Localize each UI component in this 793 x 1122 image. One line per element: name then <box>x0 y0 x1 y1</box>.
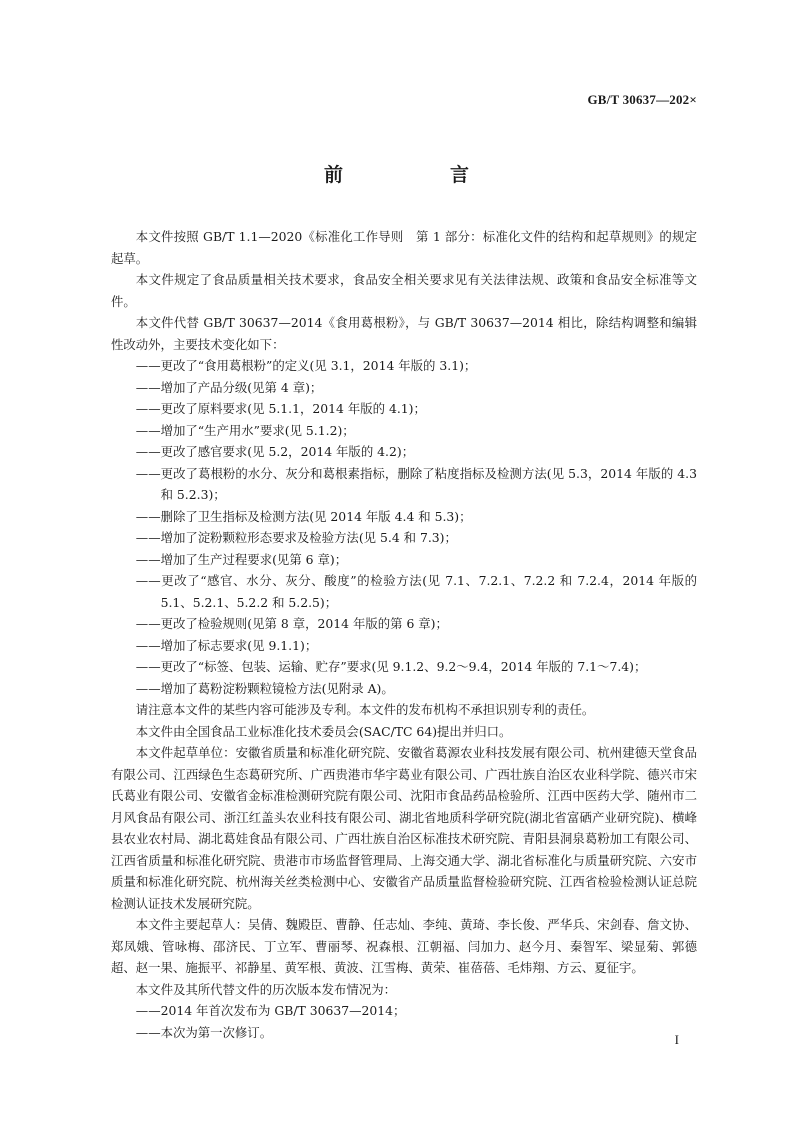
change-item: ——更改了原料要求(见 5.1.1，2014 年版的 4.1)； <box>135 401 426 416</box>
change-item: ——更改了“食用葛根粉”的定义(见 3.1，2014 年版的 3.1)； <box>135 358 477 373</box>
change-item: ——增加了葛粉淀粉颗粒镜检方法(见附录 A)。 <box>135 680 394 696</box>
foreword-body <box>111 226 697 1043</box>
change-item: ——增加了“生产用水”要求(见 5.1.2)； <box>135 422 355 438</box>
standard-code: GB/T 30637—202× <box>587 92 697 107</box>
history-item: ——2014 年首次发布为 GB/T 30637—2014； <box>135 1003 406 1018</box>
change-item: ——增加了生产过程要求(见第 6 章)； <box>135 551 348 567</box>
page-title: 前 言 <box>323 164 513 186</box>
change-item: ——增加了产品分级(见第 4 章)； <box>135 379 323 395</box>
change-item: ——更改了“感官、水分、灰分、酸度”的检验方法(见 7.1、7.2.1、7.2.2 和 7.2.4，2014 年版的 5.1、5.2.1、5.2.2 和 5.2.5)； <box>135 573 697 610</box>
change-item: ——更改了葛根粉的水分、灰分和葛根素指标，删除了粘度指标及检测方法(见 5.3，2014 年版的 4.3 和 5.2.3)； <box>135 465 697 502</box>
drafting-units: 本文件起草单位：安徽省质量和标准化研究院、安徽省葛源农业科技发展有限公司、杭州建德天堂食品有限公司、江西绿色生态葛研究所、广西贵港市华宇葛业有限公司、广西壮族自治区农业科学院、德兴市宋氏葛业有限公司、安徽省金标准检测研究院有限公司、沈阳市食品药品检验所、江西中医药大学、随州市二月风食品有限公司、浙江红盖头农业科技有限公司、湖北省地质科学研究院(湖北省富硒产业研究院)、横峰县农业农村局、湖北葛娃食品有限公司、广西壮族自治区标准技术研究院、青阳县洞泉葛粉加工有限公司、江西省质量和标准化研究院、贵港市市场监督管理局、上海交通大学、湖北省标准化与质量研究院、六安市质量和标准化研究院、杭州海关丝类检测中心、安徽省产品质量监督检验研究院、江西省检验检测认证总院检测认证技术发展研究院。 <box>111 745 697 911</box>
change-item: ——增加了标志要求(见 9.1.1)； <box>135 637 318 653</box>
page-number: I <box>674 1032 679 1047</box>
change-item: ——更改了检验规则(见第 8 章，2014 年版的第 6 章)； <box>135 616 448 631</box>
paragraph: 本文件规定了食品质量相关技术要求，食品安全相关要求见有关法律法规、政策和食品安全标准等文件。 <box>111 272 697 309</box>
paragraph: 本文件代替 GB/T 30637—2014《食用葛根粉》，与 GB/T 30637—2014 相比，除结构调整和编辑性改动外，主要技术变化如下： <box>111 315 697 352</box>
change-item: ——增加了淀粉颗粒形态要求及检验方法(见 5.4 和 7.3)； <box>135 530 457 545</box>
change-item: ——更改了“标签、包装、运输、贮存”要求(见 9.1.2、9.2～9.4，2014 年版的 7.1～7.4)； <box>135 659 647 674</box>
history-intro: 本文件及其所代替文件的历次版本发布情况为： <box>135 981 396 997</box>
change-item: ——删除了卫生指标及检测方法(见 2014 年版 4.4 和 5.3)； <box>135 508 472 524</box>
change-item: ——更改了感官要求(见 5.2，2014 年版的 4.2)； <box>135 444 415 459</box>
patent-notice: 请注意本文件的某些内容可能涉及专利。本文件的发布机构不承担识别专利的责任。 <box>135 702 595 717</box>
drafters: 本文件主要起草人：吴倩、魏殿臣、曹静、任志灿、李纯、黄琦、李长俊、严华兵、宋剑春、詹文协、郑凤娥、管咏梅、邵济民、丁立军、曹丽琴、祝森根、江朝福、闫加力、赵今月、秦智军、梁显菊、郭德超、赵一果、施振平、祁静星、黄军根、黄波、江雪梅、黄荣、崔蓓蓓、毛炜翔、方云、夏征宇。 <box>111 917 697 975</box>
history-item: ——本次为第一次修订。 <box>135 1024 273 1040</box>
paragraph: 本文件按照 GB/T 1.1—2020《标准化工作导则 第 1 部分：标准化文件的结构和起草规则》的规定起草。 <box>111 229 697 266</box>
proposer-paragraph: 本文件由全国食品工业标准化技术委员会(SAC/TC 64)提出并归口。 <box>135 723 512 739</box>
